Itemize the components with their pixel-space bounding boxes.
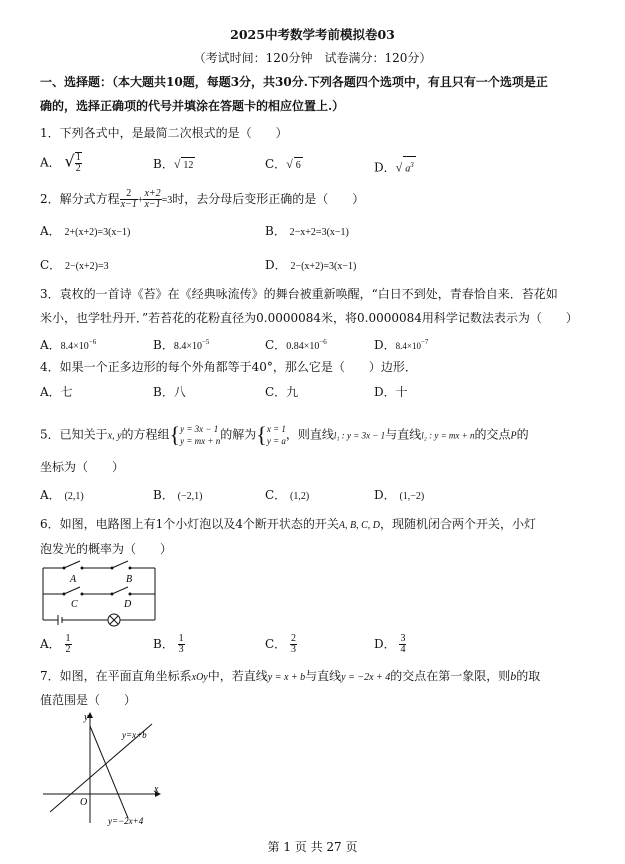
q1-option-d: D．√ $a^3$ [374, 156, 416, 177]
q6-option-a: A． $\frac{1}{2}$ [40, 633, 71, 655]
switch-d [112, 587, 128, 594]
circuit-diagram [38, 560, 168, 632]
origin-label: O [80, 797, 88, 808]
q4-option-c: C．九 [265, 385, 299, 399]
q7-stem-line2: 值范围是（ ） [40, 693, 137, 707]
coordinate-graph [40, 708, 175, 826]
line2-label: y=−2x+4 [108, 816, 144, 826]
q4-option-b: B．八 [153, 385, 186, 399]
q6-option-d: D． $\frac{3}{4}$ [374, 633, 406, 655]
q5-option-c: C． (1,2) [265, 488, 310, 502]
page-title: 2025中考数学考前模拟卷03 [230, 27, 395, 42]
q4-option-d: D．十 [374, 385, 408, 399]
q6-stem-line1: 6．如图，电路图上有1个小灯泡以及4个断开状态的开关A, B, C, D，现随机闭合两个开关，小灯 [40, 517, 537, 531]
q4-stem: 4．如果一个正多边形的每个外角都等于40°，那么它是（ ）边形． [40, 360, 417, 374]
switch-b [112, 561, 128, 568]
q3-stem-line2: 米小，也学牡丹开．”若苔花的花粉直径为0.0000084米，将0.0000084用科学记数法表示为（ ） [40, 311, 578, 325]
q2-stem: 2．解分式方程 $\frac{2}{x-1}$ + $\frac{x+2}{x-1}$ =3时，去分母后变形正确的是（ ） [40, 188, 365, 210]
sqrt-symbol: √ [64, 151, 75, 171]
q1-stem: 1．下列各式中，是最简二次根式的是（ ） [40, 126, 288, 140]
q2-option-b: B． 2−x+2=3(x−1) [265, 224, 349, 238]
q1-option-c: C．√ 6 [265, 156, 303, 174]
q5-option-a: A． (2,1) [40, 488, 84, 502]
switch-a [64, 561, 80, 568]
label-d: D [124, 599, 132, 610]
q6-stem-line2: 泡发光的概率为（ ） [40, 542, 173, 556]
q5-option-d: D． (1,−2) [374, 488, 425, 502]
y-axis-label: y [84, 712, 89, 723]
q6-option-b: B． $\frac{1}{3}$ [153, 633, 184, 655]
section-heading-line1: 一、选择题：（本大题共10题，每题3分，共30分.下列各题四个选项中，有且只有一个选项是正 [40, 75, 548, 89]
switch-c [64, 587, 80, 594]
q3-option-c: C．$0.84\times 10^{-6}$ [265, 338, 327, 352]
q3-option-d: D．$8.4\times 10^{-7}$ [374, 338, 429, 352]
q5-stem-line2: 坐标为（ ） [40, 460, 125, 474]
q2-option-c: C． 2−(x+2)=3 [40, 258, 109, 272]
label-c: C [71, 599, 78, 610]
q3-option-b: B．$8.4\times 10^{-5}$ [153, 338, 210, 352]
q5-option-b: B． (−2,1) [153, 488, 203, 502]
label-a: A [70, 574, 77, 585]
q3-option-a: A．$8.4\times 10^{-6}$ [40, 338, 97, 352]
section-heading-line2: 确的，选择正确项的代号并填涂在答题卡的相应位置上.） [40, 99, 345, 113]
exam-info: （考试时间：120分钟 试卷满分：120分） [193, 51, 432, 65]
q5-stem-line1: 5．已知关于x, y的方程组{ y = 3x − 1 y = mx + n 的解为{ x = 1 y = a ，则直线l₁ : y = 3x − 1与直线l₂ : y = mx + n的交点P的 [40, 422, 529, 447]
line1-label: y=x+b [122, 730, 147, 740]
q6-option-c: C． $\frac{2}{3}$ [265, 633, 297, 655]
x-axis-label: x [154, 784, 159, 795]
q1-option-b: B．√ 12 [153, 156, 195, 174]
page-footer: 第 1 页 共 27 页 [267, 840, 358, 854]
q3-stem-line1: 3．袁枚的一首诗《苔》在《经典咏流传》的舞台被重新唤醒，“白日不到处，青春恰自来．苔花如 [40, 287, 558, 301]
label-b: B [126, 574, 133, 585]
q2-option-a: A． 2+(x+2)=3(x−1) [40, 224, 131, 238]
q1-option-a: A． √ $\frac{1}{2}$ [40, 151, 81, 174]
q4-option-a: A．七 [40, 385, 73, 399]
q7-stem-line1: 7．如图，在平面直角坐标系xOy中，若直线y = x + b与直线y = −2x + 4的交点在第一象限，则b的取 [40, 669, 541, 683]
q2-option-d: D． 2−(x+2)=3(x−1) [265, 258, 357, 272]
